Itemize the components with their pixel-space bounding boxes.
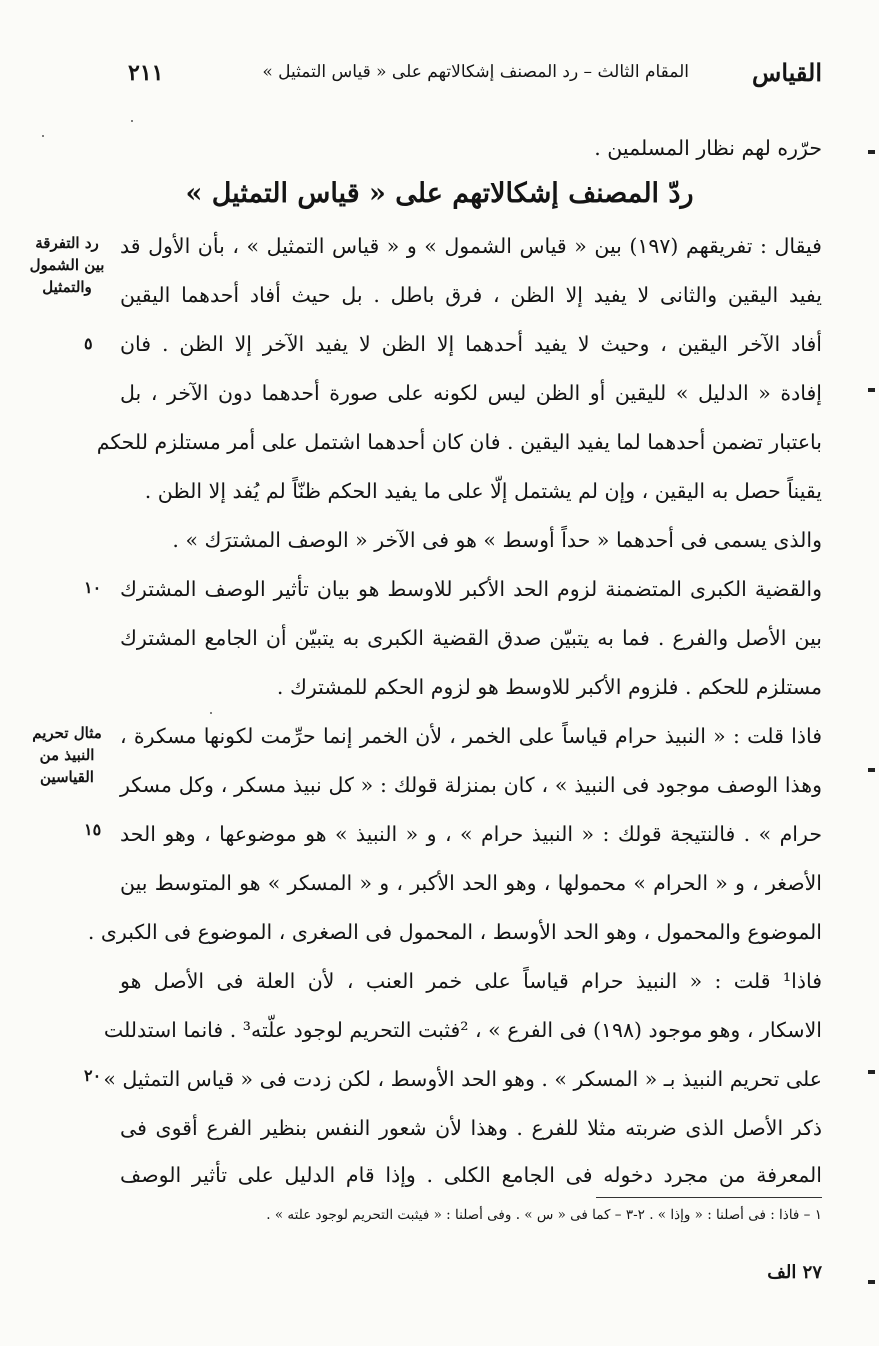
text-line: باعتبار تضمن أحدهما لما يفيد اليقين . فان كان أحدهما اشتمل على أمر مستلزم للحكم bbox=[96, 430, 822, 454]
paper-speck bbox=[210, 712, 212, 714]
line-number: ٥ bbox=[84, 334, 93, 353]
edge-mark bbox=[868, 768, 875, 772]
text-line: يقيناً حصل به اليقين ، وإن لم يشتمل إلّا على ما يفيد الحكم ظنّاً لم يُفد إلا الظن . bbox=[144, 479, 822, 503]
line-number: ١٠ bbox=[84, 578, 102, 597]
paper-speck bbox=[42, 135, 44, 137]
edge-mark bbox=[868, 1280, 875, 1284]
margin-note: رد التفرقة بين الشمول والتمثيل bbox=[29, 234, 105, 296]
edge-mark bbox=[868, 150, 875, 154]
text-line: حرام » . فالنتيجة قولك : « النبيذ حرام » ، و « النبيذ » هو موضوعها ، وهو الحد bbox=[120, 822, 822, 846]
text-line: مستلزم للحكم . فلزوم الأكبر للاوسط هو لزوم الحكم للمشترك . bbox=[276, 675, 822, 699]
text-line: الاسكار ، وهو موجود (١٩٨) فى الفرع » ، ²فثبت التحريم لوجود علّته³ . فانما استدللت bbox=[103, 1018, 822, 1042]
text-line: أفاد الآخر اليقين ، وحيث لا يفيد أحدهما إلا الظن لا يفيد الآخر إلا الظن . فان bbox=[120, 332, 822, 356]
text-line: فيقال : تفريقهم (١٩٧) بين « قياس الشمول » و « قياس التمثيل » ، بأن الأول قد bbox=[120, 234, 822, 258]
text-line: إفادة « الدليل » لليقين أو الظن ليس لكونه على صورة أحدهما دون الآخر ، بل bbox=[120, 381, 822, 405]
line-number: ٢٠ bbox=[84, 1066, 102, 1085]
section-heading: ردّ المصنف إشكالاتهم على « قياس التمثيل » bbox=[185, 178, 694, 209]
text-line: المعرفة من مجرد دخوله فى الجامع الكلى . وإذا قام الدليل على تأثير الوصف bbox=[120, 1163, 822, 1187]
text-line: وهذا الوصف موجود فى النبيذ » ، كان بمنزلة قولك : « كل نبيذ مسكر ، وكل مسكر bbox=[120, 773, 822, 797]
text-line: الموضوع والمحمول ، وهو الحد الأوسط ، المحمول فى الصغرى ، الموضوع فى الكبرى . bbox=[87, 920, 822, 944]
text-line: بين الأصل والفرع . فما به يتبيّن صدق القضية الكبرى به يتبيّن أن الجامع المشترك bbox=[120, 626, 822, 650]
footnote: ١ – فاذا : فى أصلنا : « وإذا » . ٢-٣ – كما فى « س » . وفى أصلنا : « فيثبت التحريم لوجود علته » . bbox=[266, 1207, 822, 1223]
margin-note: مثال تحريم النبيذ من القياسين bbox=[32, 724, 102, 786]
section-title: المقام الثالث – رد المصنف إشكالاتهم على « قياس التمثيل » bbox=[262, 62, 689, 82]
signature-mark: ٢٧ الف bbox=[767, 1262, 822, 1283]
text-line: والذى يسمى فى أحدهما « حداً أوسط » هو فى الآخر « الوصف المشترَك » . bbox=[172, 528, 822, 552]
edge-mark bbox=[868, 388, 875, 392]
text-line: فاذا¹ قلت : « النبيذ حرام قياساً على خمر العنب ، لأن العلة فى الأصل هو bbox=[120, 969, 822, 993]
text-line: حرّره لهم نظار المسلمين . bbox=[594, 136, 822, 160]
running-title: القياس bbox=[752, 58, 822, 87]
page-number: ٢١١ bbox=[128, 60, 164, 86]
text-line: والقضية الكبرى المتضمنة لزوم الحد الأكبر للاوسط هو بيان تأثير الوصف المشترك bbox=[120, 577, 822, 601]
line-number: ١٥ bbox=[84, 820, 102, 839]
text-line: فاذا قلت : « النبيذ حرام قياساً على الخمر ، لأن الخمر إنما حرِّمت لكونها مسكرة ، bbox=[120, 724, 822, 748]
paper-speck bbox=[131, 120, 133, 122]
text-line: على تحريم النبيذ بـ « المسكر » . وهو الحد الأوسط ، لكن زدت فى « قياس التمثيل » bbox=[103, 1067, 822, 1091]
edge-mark bbox=[868, 1070, 875, 1074]
text-line: ذكر الأصل الذى ضربته مثلا للفرع . وهذا لأن شعور النفس بنظير الفرع أقوى فى bbox=[120, 1116, 822, 1140]
footnote-rule bbox=[596, 1197, 822, 1198]
text-line: يفيد اليقين والثانى لا يفيد إلا الظن ، فرق باطل . بل حيث أفاد أحدهما اليقين bbox=[120, 283, 822, 307]
text-line: الأصغر ، و « الحرام » محمولها ، وهو الحد الأكبر ، و « المسكر » هو المتوسط بين bbox=[120, 871, 822, 895]
